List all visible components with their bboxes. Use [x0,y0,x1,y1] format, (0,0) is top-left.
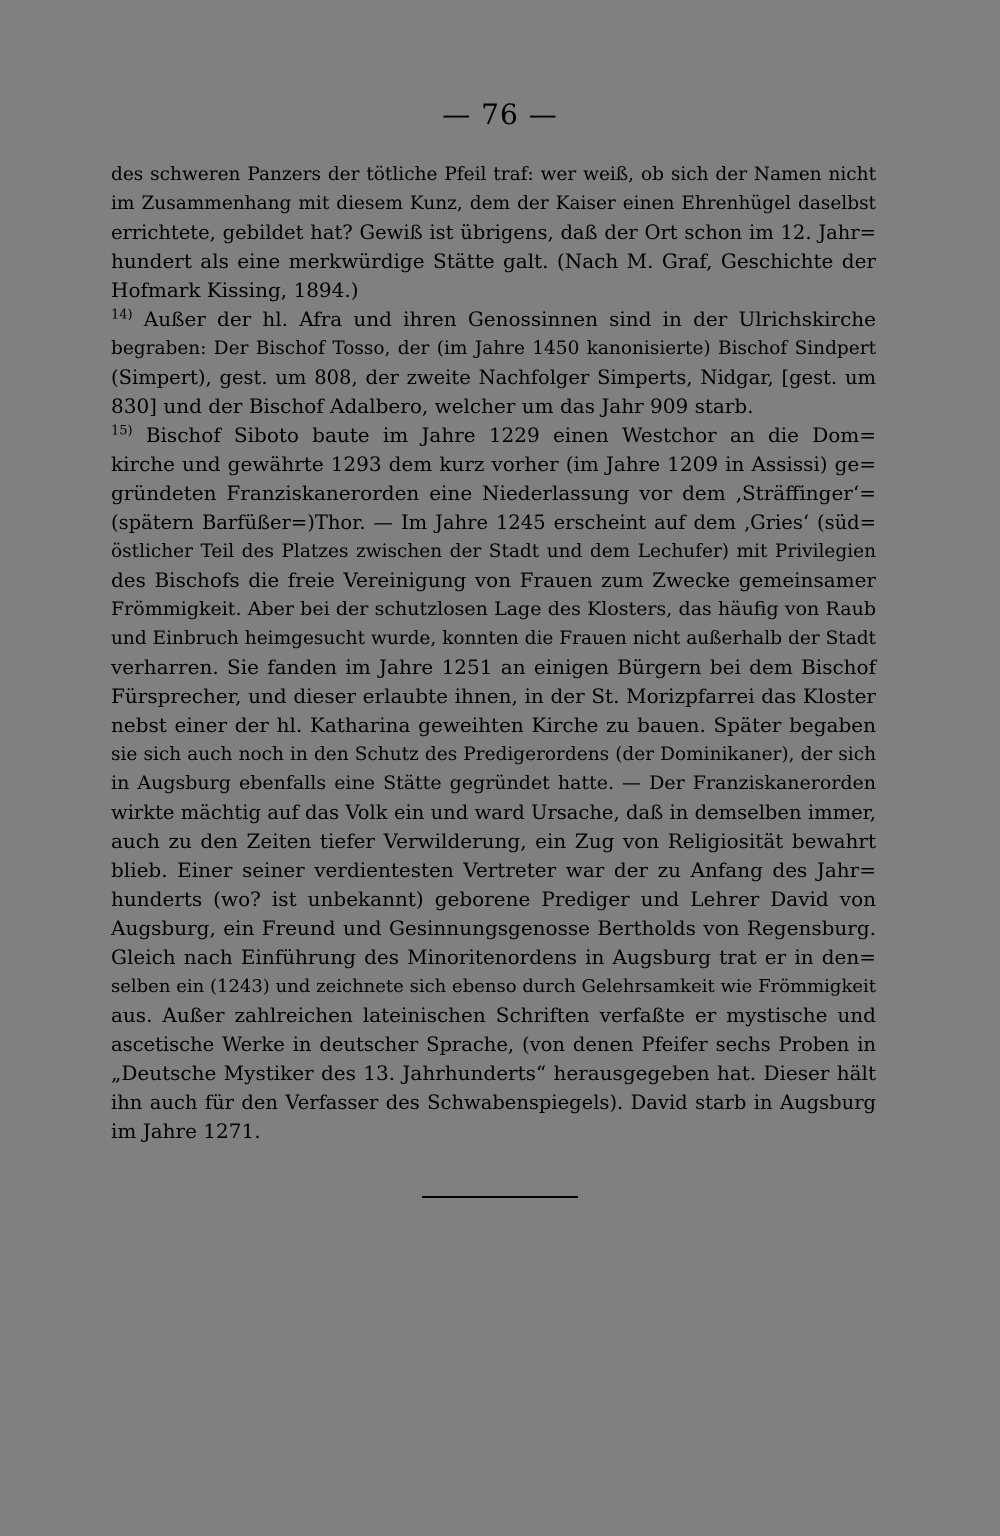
text-line [111,305,876,334]
text-line [111,218,876,247]
text-line [111,769,876,798]
text-line [111,334,876,363]
text-line [111,160,876,189]
text-line [111,682,876,711]
line-text: Augsburg, ein Freund und Gesinnungsgenosse Bertholds von Regensburg. [111,916,876,940]
line-text: hundert als eine merkwürdige Stätte galt. (Nach M. Graf, Geschichte der [111,249,876,273]
line-text: begraben: Der Bischof Tosso, der (im Jahre 1450 kanonisierte) Bischof Sindpert [111,338,876,359]
line-text: Frömmigkeit. Aber bei der schutzlosen Lage des Klosters, das häufig von Raub [111,598,876,620]
line-text: wirkte mächtig auf das Volk ein und ward Ursache, daß in demselben immer, [111,801,876,824]
text-line [111,885,876,914]
text-line [111,508,876,537]
text-line [111,624,876,653]
line-text: Gleich nach Einführung des Minoritenordens in Augsburg trat er in den= [111,945,876,969]
line-text: östlicher Teil des Platzes zwischen der Stadt und dem Lechufer) mit Privilegien [111,541,876,562]
line-text: blieb. Einer seiner verdientesten Vertreter war der zu Anfang des Jahr= [111,858,876,882]
line-text: kirche und gewährte 1293 dem kurz vorher (im Jahre 1209 in Assissi) ge= [111,452,876,476]
line-text: ihn auch für den Verfasser des Schwabenspiegels). David starb in Augsburg [111,1091,876,1114]
text-line [111,566,876,595]
text-line [111,363,876,392]
text-line [111,653,876,682]
text-line [111,798,876,827]
body-text [111,160,876,1146]
text-line [111,189,876,218]
line-text: im Zusammenhang mit diesem Kunz, dem der Kaiser einen Ehrenhügel daselbst [111,193,876,214]
line-text: hunderts (wo? ist unbekannt) geborene Prediger und Lehrer David von [111,887,876,911]
line-text: errichtete, gebildet hat? Gewiß ist übrigens, daß der Ort schon im 12. Jahr= [111,221,876,244]
line-text: des schweren Panzers der tötliche Pfeil traf: wer weiß, ob sich der Namen nicht [111,164,876,185]
text-line [111,740,876,769]
line-text: Bischof Siboto baute im Jahre 1229 einen Westchor an die Dom= [132,423,876,447]
line-text: Außer der hl. Afra und ihren Genossinnen sind in der Ulrichskirche [132,307,876,331]
line-text: des Bischofs die freie Vereinigung von Frauen zum Zwecke gemeinsamer [111,568,876,592]
text-line [111,943,876,972]
line-text: 830] und der Bischof Adalbero, welcher um das Jahr 909 starb. [111,394,754,418]
text-line [111,1117,876,1146]
line-text: (Simpert), gest. um 808, der zweite Nachfolger Simperts, Nidgar, [gest. um [111,366,876,389]
text-line [111,1059,876,1088]
footnote-marker: 15) [111,423,133,439]
line-text: nebst einer der hl. Katharina geweihten Kirche zu bauen. Später begaben [111,713,876,737]
line-text: im Jahre 1271. [111,1119,261,1143]
line-text: und Einbruch heimgesucht wurde, konnten die Frauen nicht außerhalb der Stadt [111,628,876,649]
text-line [111,450,876,479]
text-line [111,856,876,885]
text-line [111,247,876,276]
text-line [111,479,876,508]
line-text: (spätern Barfüßer=)Thor. — Im Jahre 1245 erscheint auf dem ‚Gries‘ (süd= [111,511,876,534]
line-text: in Augsburg ebenfalls eine Stätte gegründet hatte. — Der Franziskanerorden [111,772,876,794]
line-text: Fürsprecher, und dieser erlaubte ihnen, in der St. Morizpfarrei das Kloster [111,684,876,708]
text-line [111,711,876,740]
line-text: selben ein (1243) und zeichnete sich ebenso durch Gelehrsamkeit wie Frömmigkeit [111,976,876,997]
line-text: aus. Außer zahlreichen lateinischen Schriften verfaßte er mystische und [111,1003,876,1027]
line-text: verharren. Sie fanden im Jahre 1251 an einigen Bürgern bei dem Bischof [111,655,876,679]
text-line [111,827,876,856]
text-line [111,276,876,305]
text-line [111,1088,876,1117]
page-number: — 76 — [442,98,558,131]
line-text: gründeten Franziskanerorden eine Niederlassung vor dem ‚Sträffinger‘= [111,481,876,505]
end-rule [422,1196,578,1198]
line-text: auch zu den Zeiten tiefer Verwilderung, ein Zug von Religiosität bewahrt [111,829,876,853]
line-text: „Deutsche Mystiker des 13. Jahrhunderts“ herausgegeben hat. Dieser hält [111,1061,876,1085]
text-line [111,537,876,566]
text-line [111,595,876,624]
line-text: ascetische Werke in deutscher Sprache, (von denen Pfeifer sechs Proben in [111,1033,876,1056]
line-text: Hofmark Kissing, 1894.) [111,278,359,302]
text-line [111,421,876,450]
text-line [111,392,876,421]
footnote-marker: 14) [111,307,133,323]
line-text: sie sich auch noch in den Schutz des Predigerordens (der Dominikaner), der sich [111,744,876,765]
text-line [111,914,876,943]
text-line [111,1001,876,1030]
text-line [111,1030,876,1059]
text-line [111,972,876,1001]
